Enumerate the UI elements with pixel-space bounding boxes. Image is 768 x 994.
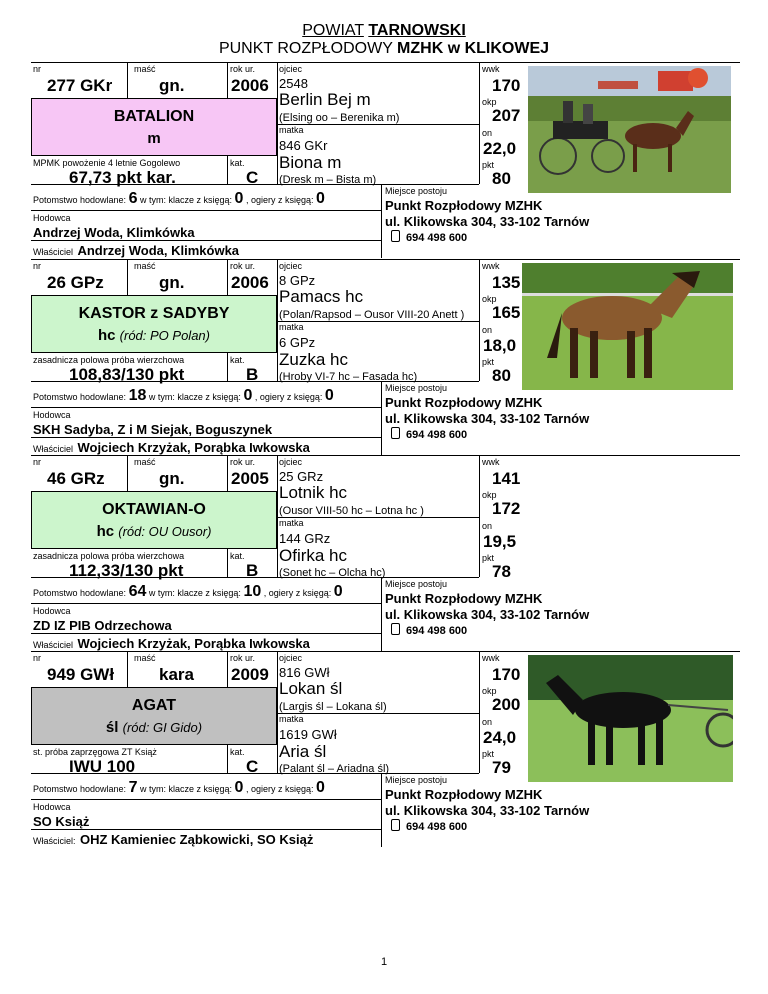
divider — [31, 437, 381, 438]
divider — [277, 455, 278, 577]
dam-label: matka — [279, 518, 304, 528]
category-value: B — [246, 561, 259, 580]
test-label: zasadnicza polowa próba wierzchowa — [33, 551, 185, 561]
breed-note: (ród: OU Ousor) — [118, 524, 212, 539]
header-bold-1: TARNOWSKI — [368, 22, 466, 39]
divider — [277, 713, 479, 714]
sire-parents: (Elsing oo – Berenika m) — [279, 112, 400, 124]
test-label: zasadnicza polowa próba wierzchowa — [33, 355, 185, 365]
year-label: rok ur. — [230, 653, 256, 663]
category-label: kat. — [230, 158, 245, 168]
on-value: 24,0 — [483, 728, 517, 747]
station-name: Punkt Rozpłodowy MZHK — [385, 787, 543, 802]
divider — [127, 259, 128, 295]
stallions-label: , ogiery z księgą: — [245, 195, 314, 205]
divider — [381, 184, 382, 258]
divider — [31, 407, 381, 408]
pkt-label: pkt — [482, 553, 495, 563]
dam-number: 1619 GWł — [279, 727, 337, 742]
okp-label: okp — [482, 490, 497, 500]
horse-name: BATALION — [113, 108, 195, 125]
on-label: on — [482, 717, 493, 727]
header-prefix-2: PUNKT ROZPŁODOWY — [218, 40, 393, 57]
station-phone — [391, 230, 467, 244]
station-name: Punkt Rozpłodowy MZHK — [385, 198, 543, 213]
horse-breed — [31, 130, 277, 147]
category-value: C — [246, 168, 259, 187]
wwk-label: wwk — [482, 261, 500, 271]
card-top-border — [31, 259, 740, 260]
owner-label: Właściciel — [33, 247, 74, 257]
wwk-value: 135 — [492, 273, 521, 292]
sire-name: Pamacs hc — [279, 287, 364, 306]
owner-line — [33, 831, 313, 849]
owner-name: Wojciech Krzyżak, Porąbka Iwkowska — [77, 636, 310, 651]
phone-icon — [391, 230, 400, 242]
divider — [479, 259, 480, 381]
on-label: on — [482, 325, 493, 335]
year-label: rok ur. — [230, 261, 256, 271]
dam-label: matka — [279, 714, 304, 724]
okp-value: 172 — [492, 499, 521, 518]
horse-breed — [31, 327, 277, 344]
divider — [277, 124, 479, 125]
nr-label: nr — [33, 457, 42, 467]
horse-color: gn. — [159, 76, 185, 95]
station-address: ul. Klikowska 304, 33-102 Tarnów — [385, 411, 590, 426]
stallion-card — [31, 455, 740, 651]
stallions-count: 0 — [316, 190, 325, 207]
dam-number: 144 GRz — [279, 531, 331, 546]
wwk-label: wwk — [482, 457, 500, 467]
divider — [381, 381, 382, 455]
offspring-count: 18 — [128, 387, 147, 404]
birth-year: 2009 — [231, 665, 269, 684]
station-phone — [391, 819, 467, 833]
okp-label: okp — [482, 294, 497, 304]
pkt-label: pkt — [482, 357, 495, 367]
sire-label: ojciec — [279, 457, 303, 467]
mares-label: w tym: klacze z księgą: — [148, 392, 241, 402]
divider — [227, 259, 228, 295]
station-label: Miejsce postoju — [385, 579, 448, 589]
test-result: 108,83/130 pkt — [69, 365, 185, 384]
horse-photo — [528, 66, 733, 193]
breeder-name: Andrzej Woda, Klimkówka — [33, 225, 195, 240]
horse-breed — [31, 523, 277, 540]
divider — [31, 240, 381, 241]
stallions-count: 0 — [333, 583, 343, 600]
horse-breed — [31, 719, 277, 736]
stallions-count: 0 — [316, 779, 325, 796]
wwk-label: wwk — [482, 64, 500, 74]
header-prefix-1: POWIAT — [302, 22, 364, 39]
sire-label: ojciec — [279, 653, 303, 663]
dam-parents: (Dresk m – Bista m) — [279, 174, 377, 186]
divider — [479, 62, 480, 184]
sire-label: ojciec — [279, 64, 303, 74]
sire-label: ojciec — [279, 261, 303, 271]
wwk-value: 170 — [492, 665, 521, 684]
registry-number: 277 GKr — [47, 76, 113, 95]
dam-parents: (Hroby VI-7 hc – Fasada hc) — [279, 371, 418, 383]
breed-code: hc — [97, 327, 116, 344]
phone-number: 694 498 600 — [406, 429, 468, 441]
header-bold-2: MZHK w KLIKOWEJ — [397, 40, 550, 57]
stallion-card — [31, 62, 740, 258]
registry-number: 46 GRz — [47, 469, 105, 488]
divider — [277, 321, 479, 322]
sire-name: Berlin Bej m — [279, 90, 371, 109]
stallions-count: 0 — [324, 387, 334, 404]
page-header-line2 — [0, 40, 768, 58]
horse-color: gn. — [159, 469, 185, 488]
offspring-line — [33, 779, 325, 797]
sire-number: 2548 — [279, 76, 308, 91]
test-label: MPMK powożenie 4 letnie Gogolewo — [33, 158, 181, 168]
owner-name: Andrzej Woda, Klimkówka — [77, 243, 240, 258]
station-phone — [391, 623, 467, 637]
breeder-name: SKH Sadyba, Z i M Siejak, Boguszynek — [33, 422, 273, 437]
okp-value: 165 — [492, 303, 521, 322]
station-address: ul. Klikowska 304, 33-102 Tarnów — [385, 803, 590, 818]
divider — [381, 773, 382, 847]
registry-number: 26 GPz — [47, 273, 104, 292]
station-label: Miejsce postoju — [385, 775, 448, 785]
year-label: rok ur. — [230, 457, 256, 467]
station-address: ul. Klikowska 304, 33-102 Tarnów — [385, 607, 590, 622]
offspring-label: Potomstwo hodowlane: — [33, 195, 127, 205]
birth-year: 2006 — [231, 76, 269, 95]
okp-value: 200 — [492, 695, 521, 714]
offspring-label: Potomstwo hodowlane: — [33, 784, 127, 794]
phone-icon — [391, 427, 400, 439]
horse-photo — [522, 263, 733, 390]
nr-label: nr — [33, 261, 42, 271]
breed-code: m — [147, 130, 161, 147]
divider — [381, 577, 382, 651]
divider — [479, 651, 480, 773]
wwk-label: wwk — [482, 653, 500, 663]
horse-name-box — [31, 295, 277, 353]
owner-name: OHZ Kamieniec Ząbkowicki, SO Książ — [79, 832, 314, 847]
card-top-border — [31, 651, 740, 652]
divider — [227, 156, 228, 184]
test-result: 112,33/130 pkt — [69, 561, 184, 580]
color-label: maść — [134, 653, 156, 663]
offspring-line — [33, 190, 325, 208]
test-label: st. próba zaprzęgowa ZT Książ — [33, 747, 157, 757]
dam-name: Ofirka hc — [279, 546, 348, 565]
divider — [277, 517, 479, 518]
mares-label: w tym: klacze z księgą: — [140, 784, 233, 794]
on-value: 22,0 — [483, 139, 517, 158]
breeder-label: Hodowca — [33, 213, 71, 223]
horse-name: AGAT — [131, 697, 177, 714]
breed-code: śl — [105, 719, 119, 736]
offspring-count: 64 — [128, 583, 147, 600]
on-label: on — [482, 128, 493, 138]
registry-number: 949 GWł — [47, 665, 115, 684]
divider — [127, 651, 128, 687]
divider — [127, 455, 128, 491]
breeder-name: ZD IZ PIB Odrzechowa — [33, 618, 172, 633]
mares-label: w tym: klacze z księgą: — [140, 195, 233, 205]
divider — [31, 210, 381, 211]
horse-name-box — [31, 491, 277, 549]
station-address: ul. Klikowska 304, 33-102 Tarnów — [385, 214, 590, 229]
card-top-border — [31, 62, 740, 63]
divider — [227, 455, 228, 491]
owner-label: Właściciel — [33, 444, 74, 454]
offspring-line — [33, 583, 343, 601]
breed-note: (ród: PO Polan) — [119, 328, 210, 343]
on-label: on — [482, 521, 493, 531]
owner-line — [33, 242, 239, 260]
on-value: 18,0 — [483, 336, 517, 355]
breeder-label: Hodowca — [33, 802, 71, 812]
horse-name: KASTOR z SADYBY — [78, 305, 230, 322]
stallions-label: , ogiery z księgą: — [254, 392, 323, 402]
test-result: IWU 100 — [69, 757, 136, 776]
dam-label: matka — [279, 125, 304, 135]
mares-count: 0 — [234, 779, 244, 796]
pkt-label: pkt — [482, 749, 495, 759]
dam-number: 6 GPz — [279, 335, 316, 350]
divider — [479, 455, 480, 577]
phone-number: 694 498 600 — [406, 625, 468, 637]
nr-label: nr — [33, 653, 42, 663]
dam-name: Aria śl — [279, 742, 327, 761]
divider — [31, 603, 381, 604]
divider — [227, 651, 228, 687]
phone-number: 694 498 600 — [406, 232, 468, 244]
color-label: maść — [134, 261, 156, 271]
divider — [31, 633, 381, 634]
stallions-label: , ogiery z księgą: — [245, 784, 314, 794]
mares-label: w tym: klacze z księgą: — [148, 588, 241, 598]
sire-number: 816 GWł — [279, 665, 330, 680]
owner-name: Wojciech Krzyżak, Porąbka Iwkowska — [77, 440, 310, 455]
stallions-label: , ogiery z księgą: — [263, 588, 332, 598]
mares-count: 10 — [243, 583, 262, 600]
stallion-card — [31, 259, 740, 455]
station-label: Miejsce postoju — [385, 186, 448, 196]
year-label: rok ur. — [230, 64, 256, 74]
divider — [31, 577, 479, 578]
owner-label: Właściciel: — [33, 836, 76, 846]
breeder-label: Hodowca — [33, 410, 71, 420]
on-value: 19,5 — [483, 532, 517, 551]
breed-note: (ród: GI Gido) — [122, 720, 203, 735]
wwk-value: 170 — [492, 76, 521, 95]
dam-name: Biona m — [279, 153, 342, 172]
phone-number: 694 498 600 — [406, 821, 468, 833]
sire-number: 8 GPz — [279, 273, 316, 288]
offspring-count: 7 — [128, 779, 138, 796]
pkt-label: pkt — [482, 160, 495, 170]
sire-number: 25 GRz — [279, 469, 324, 484]
offspring-label: Potomstwo hodowlane: — [33, 588, 127, 598]
okp-label: okp — [482, 97, 497, 107]
offspring-line — [33, 387, 334, 405]
dam-parents: (Palant śl – Ariadna śl) — [279, 763, 390, 775]
station-name: Punkt Rozpłodowy MZHK — [385, 591, 543, 606]
page-number: 1 — [380, 956, 388, 968]
station-name: Punkt Rozpłodowy MZHK — [385, 395, 543, 410]
okp-value: 207 — [492, 106, 521, 125]
phone-icon — [391, 819, 400, 831]
station-label: Miejsce postoju — [385, 383, 448, 393]
divider — [277, 259, 278, 381]
divider — [227, 549, 228, 577]
divider — [31, 773, 479, 774]
wwk-value: 141 — [492, 469, 521, 488]
phone-icon — [391, 623, 400, 635]
dam-parents: (Sonet hc – Olcha hc) — [279, 567, 386, 579]
divider — [127, 62, 128, 98]
pkt-value: 80 — [492, 169, 511, 188]
horse-name: OKTAWIAN-O — [102, 501, 206, 518]
category-value: C — [246, 757, 259, 776]
pkt-value: 79 — [492, 758, 511, 777]
sire-parents: (Polan/Rapsod – Ousor VIII-20 Anett ) — [279, 309, 465, 321]
test-result: 67,73 pkt kar. — [69, 168, 176, 187]
pkt-value: 80 — [492, 366, 511, 385]
mares-count: 0 — [234, 190, 244, 207]
divider — [227, 353, 228, 381]
nr-label: nr — [33, 64, 42, 74]
pkt-value: 78 — [492, 562, 511, 581]
color-label: maść — [134, 64, 156, 74]
divider — [277, 651, 278, 773]
okp-label: okp — [482, 686, 497, 696]
color-label: maść — [134, 457, 156, 467]
horse-name-box — [31, 687, 277, 745]
dam-number: 846 GKr — [279, 138, 328, 153]
card-top-border — [31, 455, 740, 456]
horse-color: gn. — [159, 273, 185, 292]
horse-name-box — [31, 98, 277, 156]
divider — [227, 745, 228, 773]
breed-code: hc — [96, 523, 115, 540]
sire-name: Lokan śl — [279, 679, 343, 698]
dam-label: matka — [279, 322, 304, 332]
offspring-count: 6 — [128, 190, 138, 207]
divider — [31, 799, 381, 800]
category-value: B — [246, 365, 259, 384]
offspring-label: Potomstwo hodowlane: — [33, 392, 127, 402]
divider — [31, 184, 479, 185]
page-header-line1 — [0, 22, 768, 40]
divider — [227, 62, 228, 98]
breeder-label: Hodowca — [33, 606, 71, 616]
category-label: kat. — [230, 551, 245, 561]
sire-parents: (Largis śl – Lokana śl) — [279, 701, 387, 713]
birth-year: 2005 — [231, 469, 269, 488]
owner-label: Właściciel — [33, 640, 74, 650]
mares-count: 0 — [243, 387, 253, 404]
birth-year: 2006 — [231, 273, 269, 292]
category-label: kat. — [230, 747, 245, 757]
stallion-card — [31, 651, 740, 847]
horse-color: kara — [159, 665, 194, 684]
station-phone — [391, 427, 467, 441]
dam-name: Zuzka hc — [279, 350, 348, 369]
breeder-name: SO Książ — [33, 814, 90, 829]
divider — [277, 62, 278, 184]
sire-parents: (Ousor VIII-50 hc – Lotna hc ) — [279, 505, 424, 517]
horse-photo — [528, 655, 733, 782]
divider — [31, 381, 479, 382]
divider — [31, 829, 381, 830]
sire-name: Lotnik hc — [279, 483, 348, 502]
category-label: kat. — [230, 355, 245, 365]
